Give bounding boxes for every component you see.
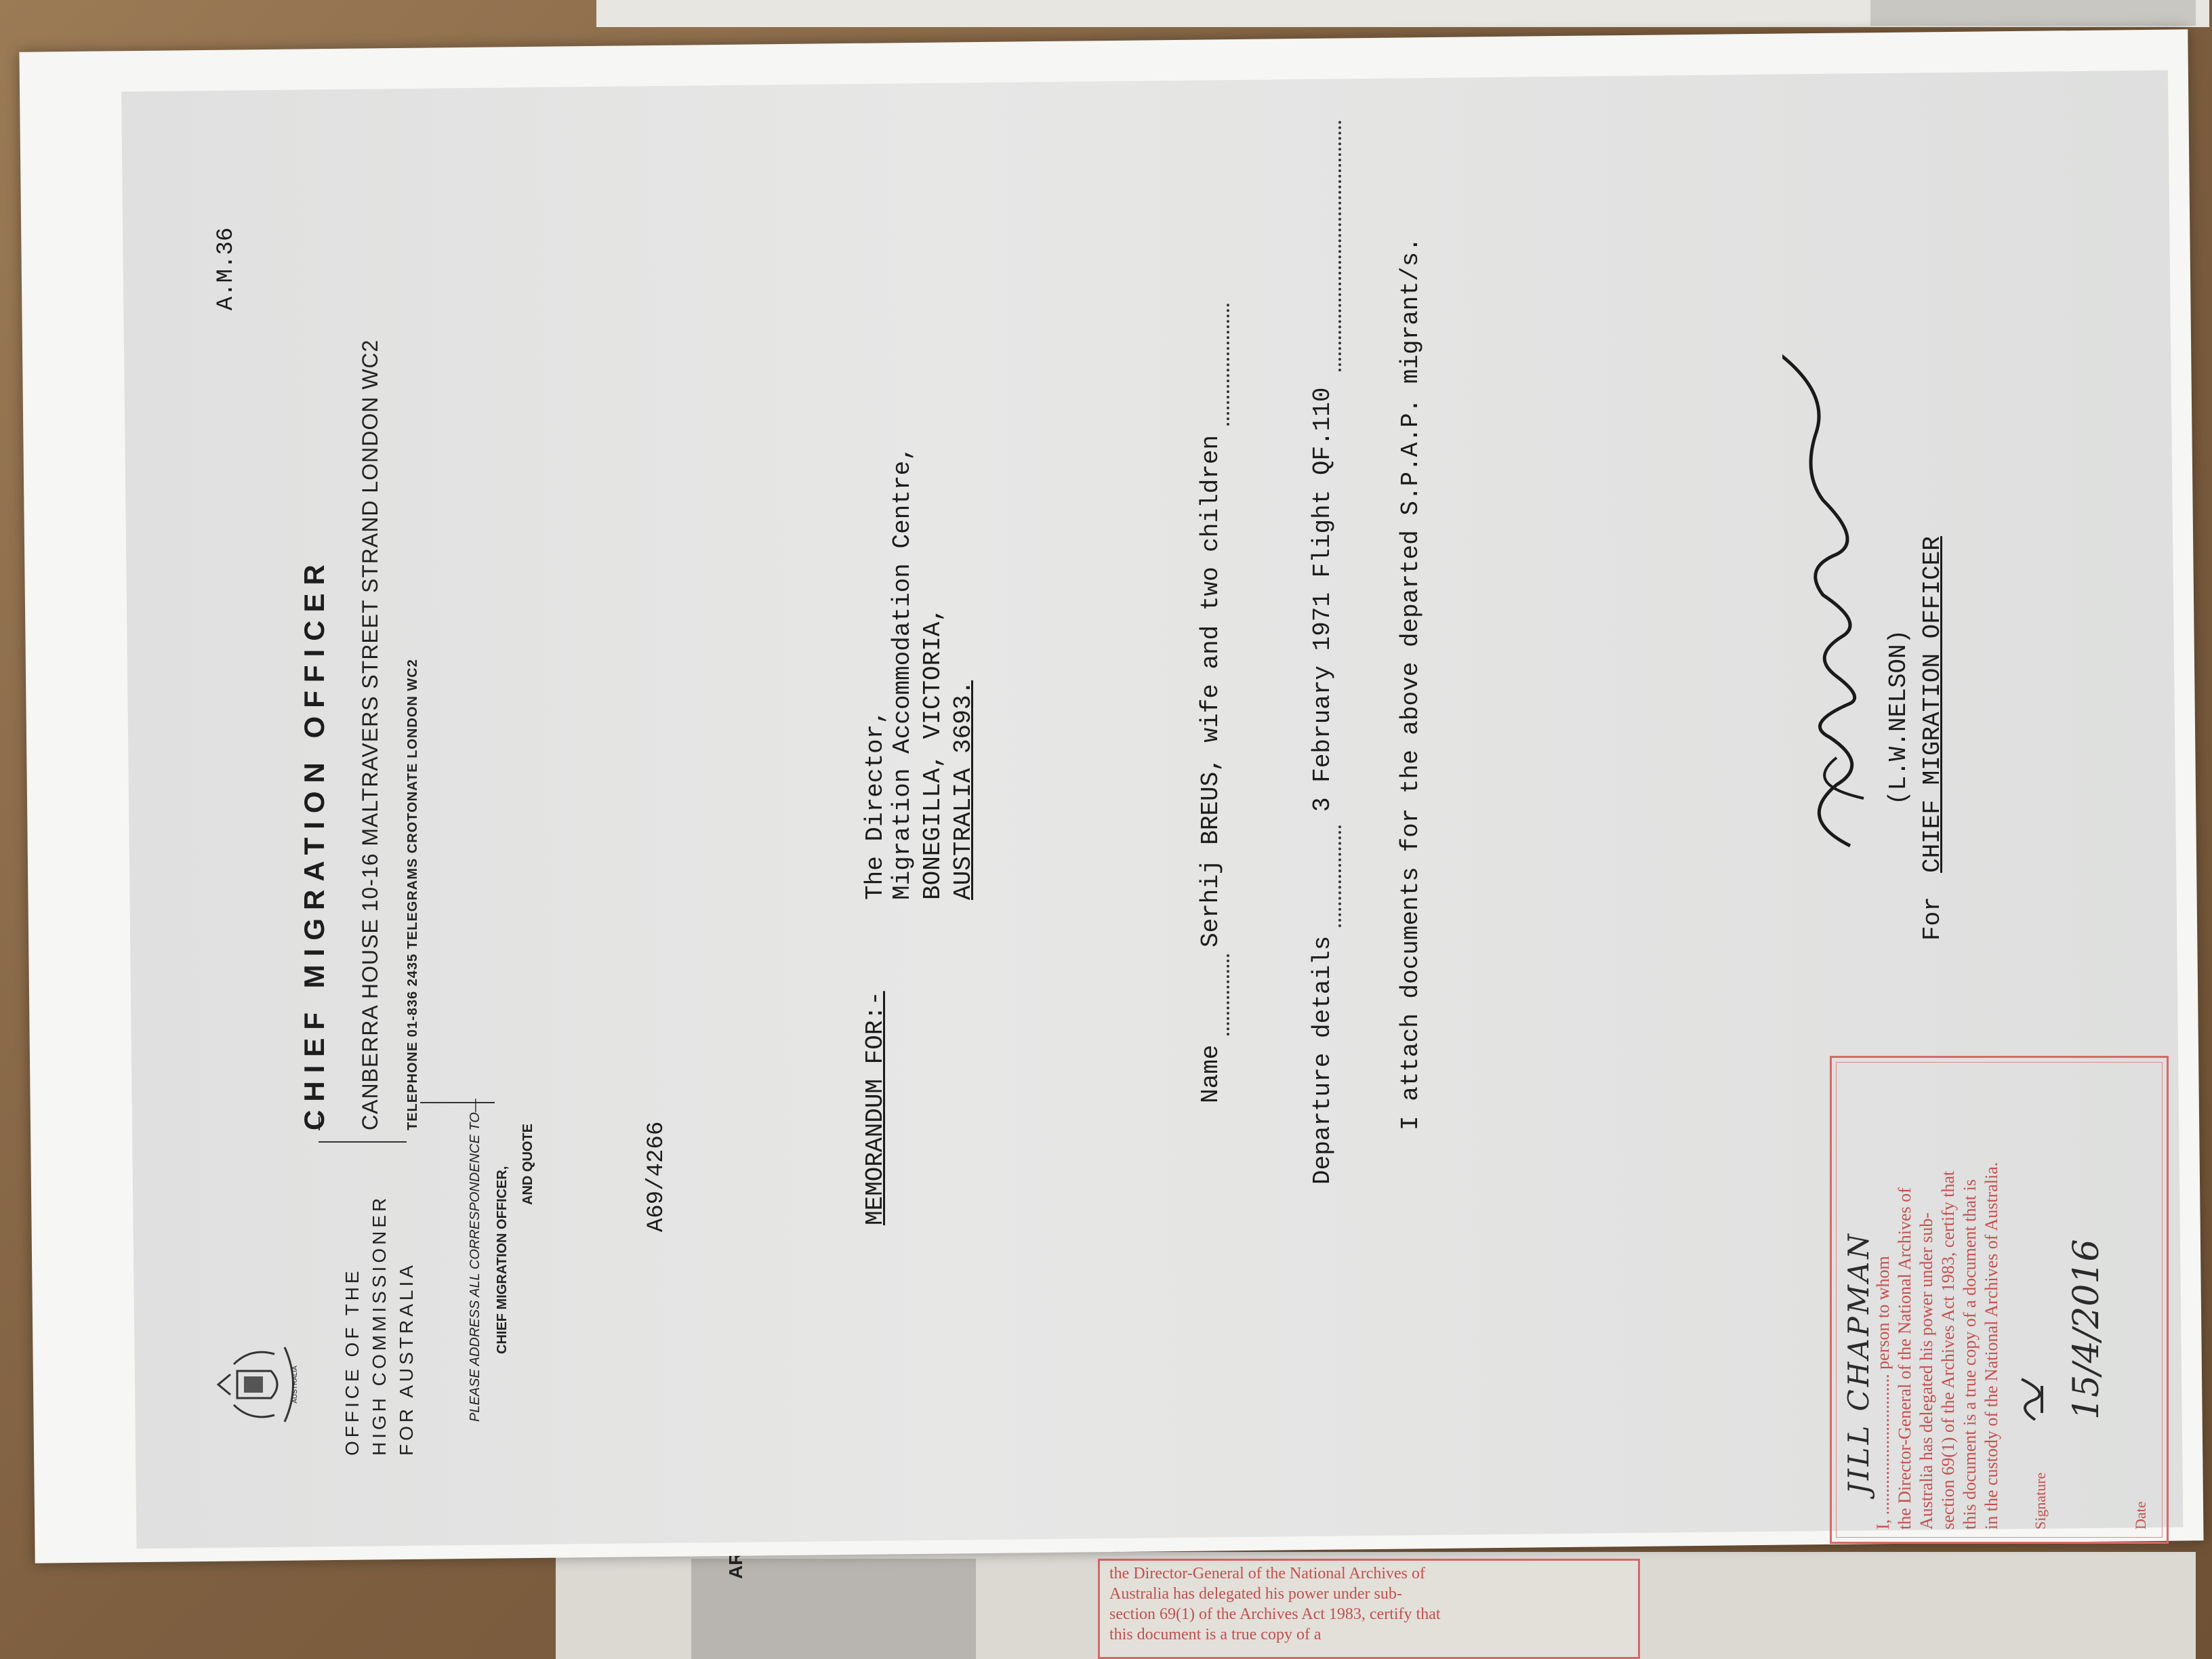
name-trailing-dots [1213,304,1229,426]
office-address: CANBERRA HOUSE 10-16 MALTRAVERS STREET STRAND LONDON WC2 [358,339,382,1130]
letterhead-divider-left [319,1141,407,1143]
signatory-name: (L.W.NELSON) [1885,629,1912,805]
body-text: I attach documents for the above departed S.P.A.P. migrant/s. [1397,237,1425,1130]
coat-of-arms-icon [210,1334,305,1435]
office-line-3: FOR AUSTRALIA [396,1262,417,1456]
memorandum-label: MEMORANDUM FOR:- [861,991,889,1225]
for-label: For [1919,897,1946,941]
stamp-text-line: Australia has delegated his power under sub- [1917,1212,1936,1530]
signature-text [1823,775,1824,778]
office-line-2: HIGH COMMISSIONER [369,1194,390,1456]
certifier-initials-icon [2008,1372,2049,1427]
office-telephone: TELEPHONE 01-836 2435 TELEGRAMS CROTONATE LONDON WC2 [405,659,420,1130]
certifier-handwritten-name: JILL CHAPMAN [1842,1231,1875,1494]
departure-value: 3 February 1971 Flight QF.110 [1309,387,1336,812]
stamp-text-line: I, ................................ person to whom [1873,1256,1893,1530]
office-title: CHIEF MIGRATION OFFICER [298,556,330,1130]
file-number: A69/4266 [644,1121,670,1232]
stamp-text-line: this document is a true copy of a document that is [1960,1179,1980,1530]
signature-image [1782,182,1891,859]
correspondence-quote: AND QUOTE [520,1124,535,1205]
signatory-title: CHIEF MIGRATION OFFICER [1919,536,1946,873]
addressee-line: AUSTRALIA 3693. [949,680,977,900]
addressee-line: Migration Accommodation Centre, [888,446,916,900]
correspondence-addressee: CHIEF MIGRATION OFFICER, [495,1166,510,1354]
underlying-stamp-line: section 69(1) of the Archives Act 1983, certify that [1109,1605,1441,1623]
departure-trailing-dots [1325,121,1341,371]
addressee-line: The Director, [861,710,889,900]
office-line-1: OFFICE OF THE [342,1267,363,1456]
reference-code: A.M.36 [213,227,239,310]
letterhead-divider-lower [420,1102,495,1103]
name-leader-dots [1213,954,1229,1036]
stamp-signature-label: Signature [2032,1472,2049,1530]
name-value: Serhij BREUS, wife and two children [1197,434,1225,947]
departure-leader-dots [1325,825,1341,927]
stamp-text-line: the Director-General of the National Archives of [1895,1187,1914,1530]
stamp-date-label: Date [2132,1501,2149,1530]
underlying-stamp-line: Australia has delegated his power under sub- [1109,1585,1402,1603]
crest-text: AUSTRALIA [291,1366,299,1404]
name-label: Name [1197,1044,1225,1103]
underlying-stamp-line: the Director-General of the National Archives of [1109,1565,1425,1582]
underlying-stamp-line: this document is a true copy of a [1109,1626,1322,1643]
departure-label: Departure details [1309,935,1336,1185]
stamp-text-line: section 69(1) of the Archives Act 1983, certify that [1938,1170,1958,1530]
addressee-line: BONEGILLA, VICTORIA, [919,607,947,900]
certification-handwritten-date: 15/4/2016 [2066,1239,2107,1420]
certification-stamp [1830,1056,2169,1544]
stamp-text-line: in the custody of the National Archives of Australia. [1982,1162,2001,1530]
correspondence-instruction: PLEASE ADDRESS ALL CORRESPONDENCE TO— [468,1099,483,1422]
